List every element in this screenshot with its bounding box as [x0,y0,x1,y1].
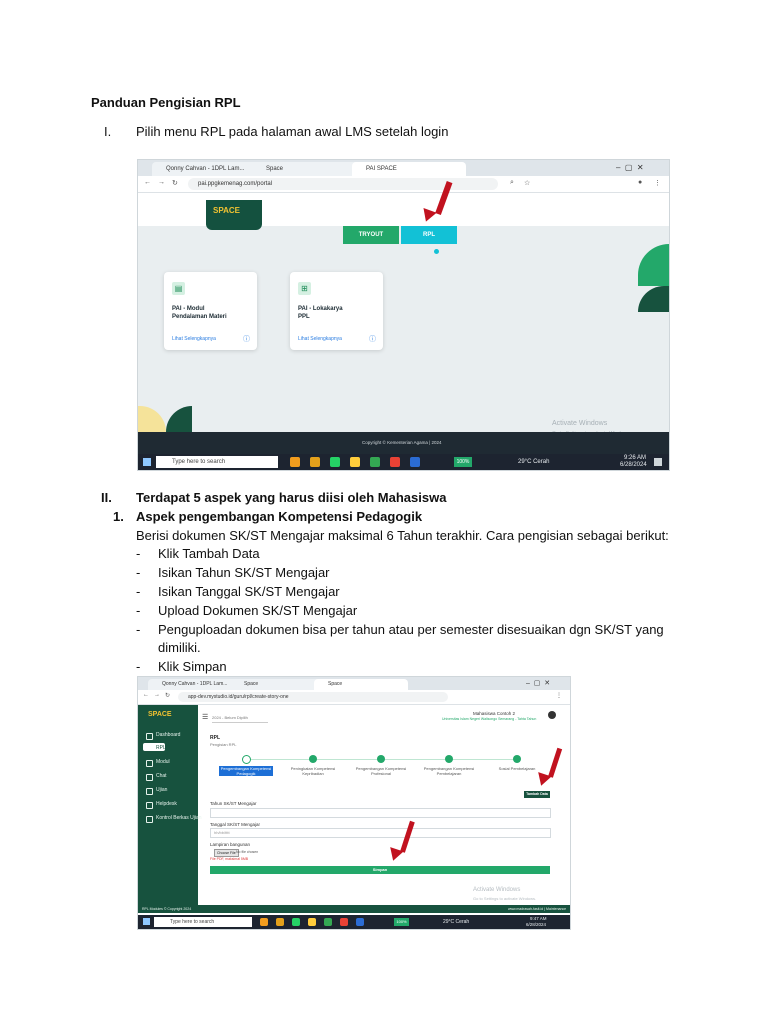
notification-icon[interactable] [654,458,662,466]
step-indicator[interactable] [309,755,317,763]
decor-shape [638,244,669,286]
aspect1-description: Berisi dokumen SK/ST Mengajar maksimal 6 Tahun terakhir. Cara pengisian sebagai berikut: [136,528,669,543]
step-indicator[interactable] [445,755,453,763]
page-footer [138,432,669,454]
card-more-link[interactable]: Lihat Selengkapnya [172,336,216,342]
helpdesk-icon [146,802,153,809]
browser-tab-active[interactable]: Space [314,679,408,690]
logo-text: SPACE [213,206,240,215]
logo-block [206,200,262,230]
bullet-item: Penguploadan dokumen bisa per tahun atau per semester disesuaikan dgn SK/ST yang [158,622,664,637]
chrome-icon[interactable] [290,457,300,467]
period-select[interactable]: 2024 - Belum Dipilih [212,713,268,723]
sidebar-item-kontrol[interactable]: Kontrol Berkas Ujian [156,815,202,821]
user-institution: Universitas Islam Negeri Walisongo Semarang - Tahta Tahun [442,717,537,721]
aspect1-title: Aspek pengembangan Kompetensi Pedagogik [136,509,423,524]
rpl-button[interactable]: RPL [401,226,457,244]
browser-address-bar [138,176,669,193]
back-icon[interactable]: ← [144,179,151,186]
decor-shape [138,406,166,432]
word-icon[interactable] [410,457,420,467]
files-icon [146,816,153,823]
word-icon[interactable] [356,918,364,926]
user-name[interactable]: Mahasiswa Contoh 2 [473,711,516,716]
folder-icon[interactable] [276,918,284,926]
card-title-line: PAI - Modul [172,306,205,312]
sidebar-item-dashboard[interactable]: Dashboard [156,732,181,738]
bullet-item: Isikan Tanggal SK/ST Mengajar [158,584,340,599]
taskbar-search[interactable]: Type here to search [156,456,278,468]
window-controls-icon[interactable]: – ▢ ✕ [526,680,551,687]
clock-date[interactable]: 6/28/2024 [526,922,547,927]
dashboard-icon [146,733,153,740]
whatsapp-icon[interactable] [330,457,340,467]
battery-badge: 100% [454,457,472,467]
decor-shape [166,406,192,432]
app-icon[interactable] [390,457,400,467]
windows-start-icon[interactable] [143,918,150,925]
bullet-dash: - [136,584,141,599]
step2-number: II. [101,490,112,505]
card-more-link[interactable]: Lihat Selengkapnya [298,336,342,342]
step1-text: Pilih menu RPL pada halaman awal LMS setelah login [136,124,449,139]
step-label[interactable]: Pengembangan Kompetensi Pedagogik [220,766,272,776]
zoom-icon[interactable]: ⌕ [510,179,514,186]
chat-icon [146,774,153,781]
red-arrow-icon [548,748,562,778]
bullet-dash: - [136,659,141,674]
bullet-item: Klik Tambah Data [158,546,260,561]
url-input[interactable]: pai.ppgkemenag.com/portal [188,178,498,190]
card-title-line: Pendalaman Materi [172,314,227,320]
info-icon[interactable]: ⓘ [369,336,376,343]
folder-icon[interactable] [310,457,320,467]
sidebar [138,705,202,905]
app-icon[interactable] [340,918,348,926]
bookmark-icon[interactable]: ☆ [524,180,531,187]
step-label[interactable]: Pengembangan Kompetensi Profesional [355,766,407,776]
aspect1-number: 1. [113,509,124,524]
add-data-button[interactable]: Tambah Data [524,791,550,798]
reload-icon[interactable]: ↻ [165,693,171,699]
back-icon[interactable]: ← [143,692,149,698]
date-input[interactable]: hh/bb/tttt [210,828,551,838]
bullet-dash: - [136,565,141,580]
card-title-line: PPL [298,314,310,320]
explorer-icon[interactable] [350,457,360,467]
bullet-item: Klik Simpan [158,659,227,674]
attachment-label: Lampiran bangunan [210,842,251,847]
forward-icon[interactable]: → [158,179,165,186]
activate-windows-text: Activate Windows [473,887,521,893]
step-indicator-active[interactable] [242,755,251,764]
file-hint: File PDF, maksimal 5MB [210,857,249,861]
windows-start-icon[interactable] [143,458,151,466]
browser-tab-bar [138,677,570,690]
browser-tab[interactable]: Qonny Cahvan - 1DPL Lam... [152,162,262,176]
step-label[interactable]: Sosial Pembelajaran [498,766,536,771]
footer-right: www.madrasah-fasit.id | Maintenance [508,907,567,911]
course-card[interactable] [164,272,257,350]
module-icon [146,760,153,767]
choose-file-button[interactable]: Choose File [214,849,239,857]
screenshot-rpl-form [137,676,571,930]
profile-icon[interactable]: ● [638,179,643,186]
save-button[interactable]: Simpan [210,866,550,874]
step1-number: I. [104,124,112,139]
browser-tab[interactable]: Qonny Cahvan - 1DPL Lam... [148,679,240,690]
activate-windows-text: Activate Windows [552,420,608,427]
avatar[interactable] [548,711,556,719]
browser-tab-bar [138,160,669,176]
sidebar-item-helpdesk[interactable]: Helpdesk [156,801,177,807]
screenshot-lms-portal [137,159,670,471]
chrome-icon[interactable] [260,918,268,926]
grid-icon: ⊞ [298,282,311,295]
sidebar-item-rpl[interactable]: RPL [156,745,166,751]
activate-windows-subtext: Go to Settings to activate Windows. [473,896,537,901]
step-indicator[interactable] [377,755,385,763]
sidebar-item-ujian[interactable]: Ujian [156,787,168,793]
windows-taskbar [138,454,669,470]
step-indicator[interactable] [513,755,521,763]
course-card[interactable] [290,272,383,350]
explorer-icon[interactable] [308,918,316,926]
year-select[interactable] [210,808,551,818]
chrome-icon[interactable] [324,918,332,926]
tryout-button[interactable]: TRYOUT [343,226,399,244]
bullet-item: Upload Dokumen SK/ST Mengajar [158,603,358,618]
bullet-dash: - [136,603,141,618]
browser-address-bar [138,690,570,705]
browser-tab-active[interactable]: PAI SPACE [352,162,466,176]
book-icon: ▤ [172,282,185,295]
exam-icon [146,788,153,795]
page-title: RPL [210,735,220,741]
weather-text[interactable]: 29°C Cerah [518,459,550,465]
logo-text: SPACE [148,711,172,718]
battery-badge: 100% [394,918,409,926]
step-label[interactable]: Peningkatan Kompetensi Kepribadian [290,766,336,776]
doc-title: Panduan Pengisian RPL [91,95,241,110]
window-controls-icon[interactable]: – ▢ ✕ [616,163,644,172]
card-title-line: PAI - Lokakarya [298,306,343,312]
bullet-dash: - [136,622,141,637]
info-icon[interactable]: ⓘ [243,336,250,343]
weather-text[interactable]: 29°C Cerah [443,919,470,925]
step2-text: Terdapat 5 aspek yang harus diisi oleh Mahasiswa [136,490,447,505]
step-label[interactable]: Pengembangan Kompetensi Pembelajaran [423,766,475,776]
year-label: Tahun SK/ST Mengajar [210,801,257,806]
forward-icon[interactable]: → [154,692,160,698]
sidebar-item-chat[interactable]: Chat [156,773,167,779]
file-status: No file chosen [236,850,259,854]
footer-copyright: Copyright © Kementerian Agama | 2024 [362,440,442,445]
clock-time[interactable]: 9:47 AM [530,916,547,921]
bullet-item-continued: dimiliki. [158,640,201,655]
url-input[interactable]: app-dev.mystudio.id/guru/rpl/create-story-one [178,692,448,702]
hamburger-icon[interactable]: ☰ [202,714,209,721]
clock-date[interactable]: 6/28/2024 [620,462,647,468]
sidebar-item-modul[interactable]: Modul [156,759,170,765]
breadcrumb: Pengisian RPL [210,742,237,747]
bullet-dash: - [136,546,141,561]
browser-tab[interactable]: Space [230,679,324,690]
clock-time[interactable]: 9:26 AM [624,455,647,461]
chrome-icon[interactable] [370,457,380,467]
decor-shape [638,286,669,312]
taskbar-search[interactable]: Type here to search [154,917,252,927]
carousel-dot[interactable] [434,249,439,254]
reload-icon[interactable]: ↻ [172,180,178,187]
whatsapp-icon[interactable] [292,918,300,926]
bullet-item: Isikan Tahun SK/ST Mengajar [158,565,330,580]
date-label: Tanggal SK/ST Mengajar [210,822,260,827]
app-footer [138,905,570,913]
footer-left: RPL Modules © Copyright 2024 [142,907,192,911]
windows-taskbar [138,915,570,929]
browser-tab[interactable]: Space [252,162,362,176]
menu-icon[interactable]: ⋮ [654,180,661,187]
menu-icon[interactable]: ⋮ [556,693,562,699]
